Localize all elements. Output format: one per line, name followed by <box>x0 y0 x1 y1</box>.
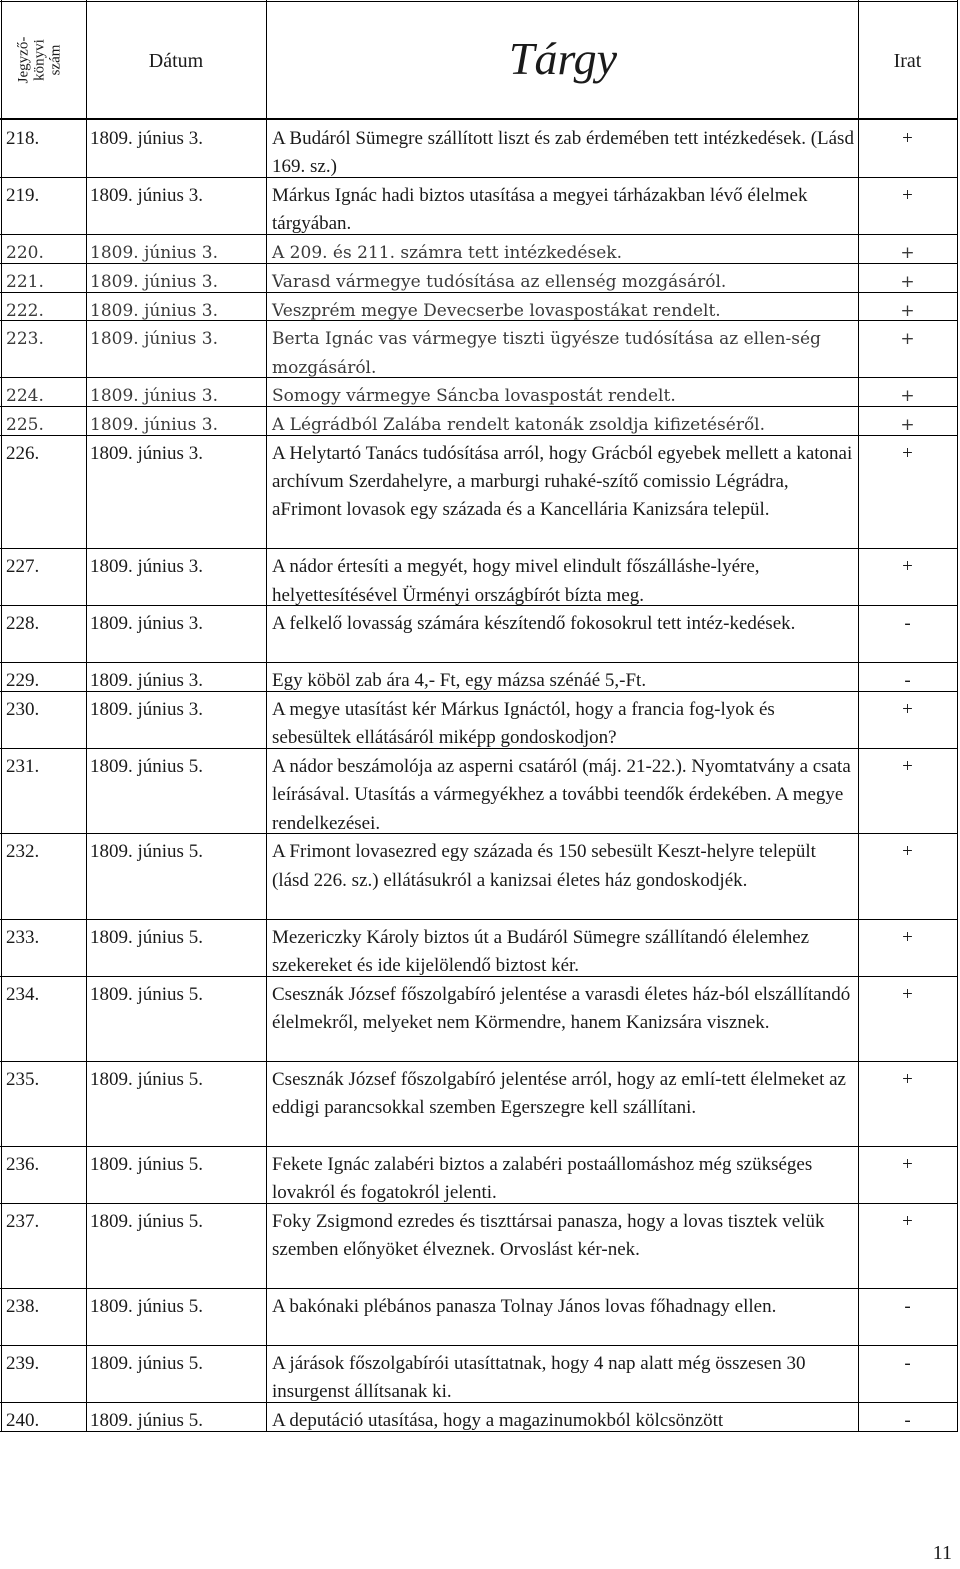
table-row <box>0 1203 960 1288</box>
table-row <box>0 177 960 234</box>
table-row <box>0 377 960 406</box>
row-number: 221. <box>6 271 44 292</box>
row-number: 222. <box>6 300 44 321</box>
row-number: 224. <box>6 386 44 407</box>
table-row <box>0 548 960 605</box>
row-date: 1809. június 3. <box>90 185 203 206</box>
row-date: 1809. június 5. <box>90 756 203 778</box>
row-date: 1809. június 3. <box>90 556 203 578</box>
row-date: 1809. június 5. <box>90 1068 203 1090</box>
row-number: 230. <box>6 699 40 721</box>
row-irat: - <box>904 1353 911 1375</box>
row-irat: - <box>904 613 911 635</box>
table-row <box>0 662 960 691</box>
row-subject: Mezericzky Károly biztos út a Budáról Sümegre szállítandó élelemhez szekereket és ide kijelölendő biztost kér. <box>272 926 810 976</box>
column-divider <box>1 0 2 1431</box>
row-number: 234. <box>6 983 40 1005</box>
row-irat: + <box>902 128 913 149</box>
row-date: 1809. június 5. <box>90 1211 203 1232</box>
row-date: 1809. június 5. <box>90 1296 203 1318</box>
row-date: 1809. június 3. <box>90 415 218 436</box>
row-subject: Márkus Ignác hadi biztos utasítása a megyei tárházakban lévő élelmek tárgyában. <box>272 185 808 235</box>
row-divider <box>0 1061 958 1062</box>
table-row <box>0 1146 960 1203</box>
row-date: 1809. június 5. <box>90 926 203 948</box>
table-row <box>0 1061 960 1146</box>
row-subject: Berta Ignác vas vármegye tiszti ügyésze tudósítása az ellen-ség mozgásáról. <box>272 329 821 378</box>
row-subject: A Frimont lovasezred egy százada és 150 sebesült Keszt-helyre települt (lásd 226. sz.) ellátásukról a kanizsai életes ház gondoskodjék. <box>272 841 816 891</box>
row-date: 1809. június 3. <box>90 699 203 721</box>
row-number: 237. <box>6 1211 40 1232</box>
row-date: 1809. június 5. <box>90 1353 203 1375</box>
row-number: 227. <box>6 556 40 578</box>
table-row <box>0 691 960 748</box>
row-irat: + <box>900 271 915 292</box>
row-date: 1809. június 3. <box>90 443 203 464</box>
row-subject: Foky Zsigmond ezredes és tiszttársai panasza, hogy a lovas tisztek velük szemben előnyöket élveznek. Orvoslást kér-nek. <box>272 1211 825 1261</box>
row-subject: Fekete Ignác zalabéri biztos a zalabéri postaállomáshoz még szükséges lovakról és fogatokról jelenti. <box>272 1154 813 1204</box>
row-date: 1809. június 3. <box>90 128 203 149</box>
row-subject: A Budáról Sümegre szállított liszt és zab érdemében tett intézkedések. (Lásd 169. sz.) <box>272 128 854 178</box>
header-irat: Irat <box>893 50 922 72</box>
row-date: 1809. június 3. <box>90 243 218 263</box>
column-divider <box>266 0 267 1431</box>
row-divider <box>0 435 958 436</box>
row-irat: + <box>902 983 913 1005</box>
header-jegyzokonyvi-szam: Jegyző- könyvi szám <box>15 36 63 84</box>
table-row <box>0 833 960 918</box>
row-number: 231. <box>6 756 40 778</box>
row-irat: + <box>900 415 915 436</box>
row-divider <box>0 1402 958 1403</box>
table-row <box>0 320 960 377</box>
row-date: 1809. június 5. <box>90 841 203 863</box>
table-row <box>0 605 960 662</box>
row-irat: + <box>900 243 915 263</box>
row-divider <box>0 919 958 920</box>
row-subject: A járások főszolgabírói utasíttatnak, hogy 4 nap alatt még összesen 30 insurgenst állítsanak ki. <box>272 1353 806 1403</box>
row-number: 229. <box>6 670 40 692</box>
row-date: 1809. június 3. <box>90 300 218 321</box>
row-number: 235. <box>6 1068 40 1090</box>
row-divider <box>0 292 958 293</box>
column-divider <box>858 0 859 1431</box>
row-divider <box>0 1203 958 1204</box>
row-number: 238. <box>6 1296 40 1318</box>
row-subject: Csesznák József főszolgabíró jelentése a varasdi életes ház-ból elszállítandó élelmekről, melyeket nem Körmendre, hanem Kanizsára visznek. <box>272 983 851 1033</box>
row-divider <box>0 377 958 378</box>
row-subject: Somogy vármegye Sáncba lovaspostát rendelt. <box>272 386 676 407</box>
row-irat: + <box>900 386 915 407</box>
row-irat: - <box>904 1296 911 1318</box>
row-divider <box>0 976 958 977</box>
table-row <box>0 919 960 976</box>
row-irat: + <box>902 1154 913 1175</box>
row-divider <box>0 548 958 549</box>
header-rule <box>0 118 958 120</box>
row-divider <box>0 1345 958 1346</box>
table-row <box>0 435 960 548</box>
row-divider <box>0 691 958 692</box>
row-divider <box>0 833 958 834</box>
row-number: 226. <box>6 443 40 464</box>
row-divider <box>0 605 958 606</box>
row-divider <box>0 234 958 235</box>
table-top-rule <box>0 1 958 2</box>
row-date: 1809. június 5. <box>90 1154 203 1175</box>
table-row <box>0 234 960 263</box>
table-row <box>0 1402 960 1431</box>
header-datum: Dátum <box>148 50 204 72</box>
row-subject: A Helytartó Tanács tudósítása arról, hogy Grácból egyebek mellett a katonai archívum Szerdahelyre, a marburgi ruhaké-szítő comissio Légrádra, aFrimont lovasok egy százada és a Kancellária Kanizsára települ. <box>272 443 853 521</box>
row-subject: Varasd vármegye tudósítása az ellenség mozgásáról. <box>272 271 727 292</box>
table-row <box>0 1345 960 1402</box>
row-irat: + <box>902 1068 913 1090</box>
row-subject: A nádor értesíti a megyét, hogy mivel elindult főszálláshe-lyére, helyettesítésével Ürményi országbírót bízta meg. <box>272 556 760 606</box>
column-divider <box>957 0 958 1431</box>
row-number: 239. <box>6 1353 40 1375</box>
column-divider <box>86 0 87 1431</box>
row-date: 1809. június 3. <box>90 329 218 350</box>
row-subject: Csesznák József főszolgabíró jelentése arról, hogy az emlí-tett élelmeket az eddigi parancsokkal szemben Egerszegre kell szállítani. <box>272 1068 846 1118</box>
table-row <box>0 292 960 321</box>
row-number: 232. <box>6 841 40 863</box>
row-divider <box>0 177 958 178</box>
row-date: 1809. június 3. <box>90 670 203 692</box>
row-divider <box>0 406 958 407</box>
row-subject: A 209. és 211. számra tett intézkedések. <box>272 243 622 263</box>
row-divider <box>0 263 958 264</box>
table-row <box>0 406 960 435</box>
row-date: 1809. június 5. <box>90 1410 203 1432</box>
row-irat: + <box>902 556 913 578</box>
row-irat: + <box>902 756 913 778</box>
table-header <box>0 0 960 120</box>
row-date: 1809. június 3. <box>90 613 203 635</box>
row-date: 1809. június 3. <box>90 386 218 407</box>
row-subject: Egy köböl zab ára 4,- Ft, egy mázsa szénáé 5,-Ft. <box>272 670 647 692</box>
row-number: 240. <box>6 1410 40 1432</box>
row-irat: + <box>902 185 913 206</box>
row-irat: + <box>900 329 915 350</box>
row-divider <box>0 748 958 749</box>
row-number: 225. <box>6 415 44 436</box>
row-number: 223. <box>6 329 44 350</box>
row-number: 236. <box>6 1154 40 1175</box>
row-irat: + <box>902 699 913 721</box>
row-number: 220. <box>6 243 44 263</box>
row-irat: + <box>902 443 913 464</box>
table-row <box>0 1288 960 1345</box>
row-divider <box>0 1146 958 1147</box>
table-row <box>0 120 960 177</box>
row-irat: + <box>900 300 915 321</box>
row-irat: + <box>902 841 913 863</box>
row-irat: - <box>904 1410 911 1432</box>
table-row <box>0 263 960 292</box>
row-subject: A felkelő lovasság számára készítendő fokosokrul tett intéz-kedések. <box>272 613 796 635</box>
row-subject: A deputáció utasítása, hogy a magazinumokból kölcsönzött <box>272 1410 724 1432</box>
row-date: 1809. június 5. <box>90 983 203 1005</box>
row-divider <box>0 1288 958 1289</box>
row-number: 233. <box>6 926 40 948</box>
row-date: 1809. június 3. <box>90 271 218 292</box>
row-irat: - <box>904 670 911 692</box>
row-divider <box>0 662 958 663</box>
header-targy: Tárgy <box>508 33 618 84</box>
row-irat: + <box>902 1211 913 1232</box>
row-subject: A bakónaki plébános panasza Tolnay János lovas főhadnagy ellen. <box>272 1296 777 1318</box>
row-number: 219. <box>6 185 40 206</box>
row-number: 218. <box>6 128 40 149</box>
table-row <box>0 976 960 1061</box>
row-number: 228. <box>6 613 40 635</box>
row-divider <box>0 320 958 321</box>
row-irat: + <box>902 926 913 948</box>
table-row <box>0 748 960 833</box>
row-subject: A nádor beszámolója az asperni csatáról (máj. 21-22.). Nyomtatvány a csata leírásával. Utasítás a vármegyékhez a további teendők érdekében. A megye rendelkezései. <box>272 756 851 834</box>
row-subject: Veszprém megye Devecserbe lovaspostákat rendelt. <box>272 300 721 321</box>
page-number: 11 <box>932 1542 952 1564</box>
table-bottom-rule <box>0 1431 958 1432</box>
row-subject: A megye utasítást kér Márkus Ignáctól, hogy a francia fog-lyok és sebesültek ellátásáról miképp gondoskodjon? <box>272 699 775 749</box>
row-subject: A Légrádból Zalába rendelt katonák zsoldja kifizetéséről. <box>272 415 766 436</box>
